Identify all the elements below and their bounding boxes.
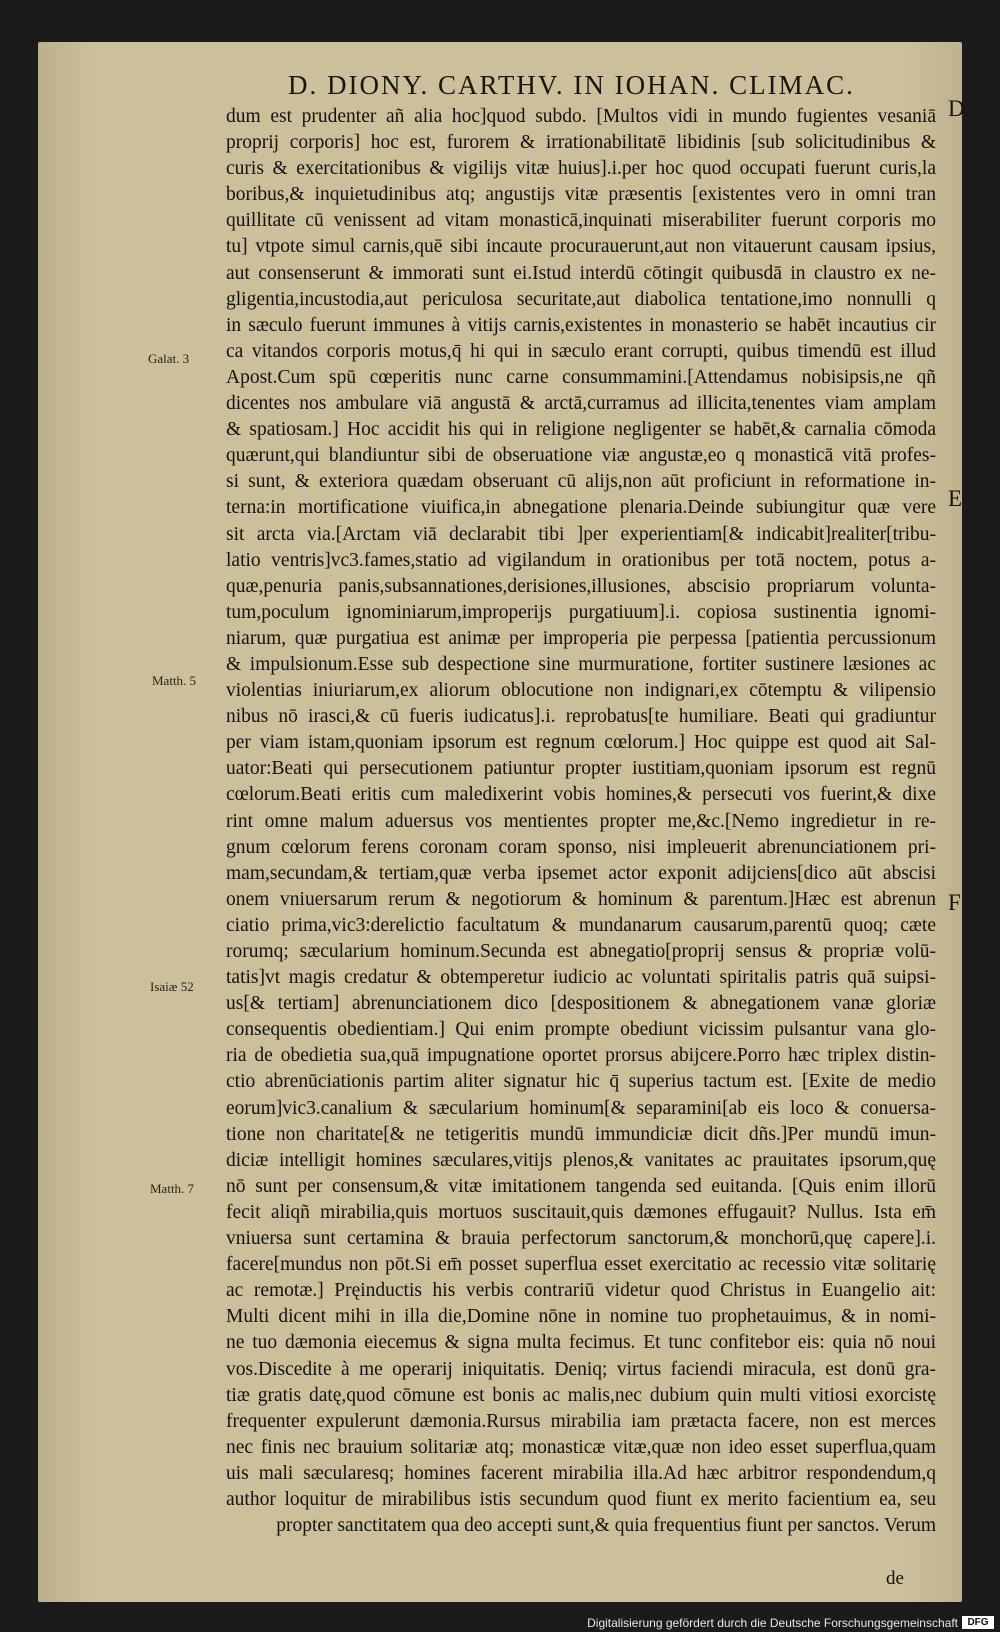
text-line: uis mali sæcularesq; homines facerent mirabilia illa.Ad hæc arbitror respondendum,q xyxy=(226,1462,936,1484)
running-title: D. DIONY. CARTHV. IN IOHAN. CLIMAC. xyxy=(288,70,855,100)
text-line: tione non charitate[& ne tetigeritis mundū immundiciæ dicit dñs.]Per mundū imun- xyxy=(226,1123,936,1145)
text-line: Multi dicent mihi in illa die,Domine nōne in nomine tuo prophetauimus, & in nomi- xyxy=(226,1306,936,1328)
text-line: uator:Beati qui persecutionem patiuntur propter iustitiam,quoniam ipsorum est regnū xyxy=(226,758,936,780)
margin-letter-d: D xyxy=(948,96,965,121)
text-line: dicentes nos ambulare viā angustā & arctā,curramus ad illicita,tenentes viam amplam xyxy=(226,393,936,415)
footer-bar xyxy=(0,1614,1000,1632)
text-line: ria de obedietia sua,quā impugnatione oportet prorsus abijcere.Porro hæc triplex distin- xyxy=(226,1045,936,1067)
text-line: ca vitandos corporis motus,q̄ hi qui in sæculo erant corrupti, quibus timendū est illud xyxy=(226,340,936,362)
text-line: tiæ gratis datę,quod cōmune est bonis ac malis,nec dubium quin multi vitiosi exorcistę xyxy=(226,1384,936,1406)
text-line: curis & exercitationibus & vigilijs vitæ huius].i.per hoc quod occupati fuerunt curis,la xyxy=(226,158,936,180)
text-line: nibus nō irasci,& cū fueris iudicatus].i. reprobatus[te humiliare. Beati qui gradiuntur xyxy=(226,706,936,728)
text-line: nec finis nec brauium solitariæ atq; monasticæ vitæ,quæ non ideo esset superflua,quam xyxy=(226,1436,936,1458)
margin-letter-f: F xyxy=(948,890,961,915)
text-line: niarum, quæ purgatiua est animæ per improperia pie perpessa [patientia percussionum xyxy=(226,627,936,649)
text-line: vniuersa sunt certamina & brauia perfectorum sanctorum,& monchorū,quę capere].i. xyxy=(226,1228,936,1250)
text-line: tu] vtpote simul carnis,quē sibi incaute procurauerunt,aut non vitauerunt causam ipsius, xyxy=(226,236,936,258)
text-line: mam,secundam,& tertiam,quæ verba ipsemet actor exponit adijciens[dico aūt abscisi xyxy=(226,862,936,884)
text-line: quæ,penuria panis,subsannationes,derisiones,illusiones, abscisio propriarum volunta- xyxy=(226,575,936,597)
text-line: latio ventris]vc3.fames,statio ad vigilandum in orationibus per totā noctem, potus a- xyxy=(226,549,936,571)
text-line: rint omne malum aduersus vos mentientes propter me,&c.[Nemo ingredietur in re- xyxy=(226,810,936,832)
text-line: nō sunt per consensum,& vitæ imitationem tangenda sed euitanda. [Quis enim illorū xyxy=(226,1175,936,1197)
text-line: terna:in mortificatione viuifica,in abnegatione plenaria.Deinde subiungitur quæ vere xyxy=(226,497,936,519)
text-line: fecit aliqñ mirabilia,quis mortuos suscitauit,quis dæmones effugauit? Nullus. Ista em̄ xyxy=(226,1201,936,1223)
book-page xyxy=(38,42,965,1602)
footer-credit: Digitalisierung gefördert durch die Deutsche Forschungsgemeinschaft xyxy=(587,1616,958,1630)
text-line: quærunt,qui blandiuntur sibi de obseruatione viæ angustæ,eo q monasticā vitā profes- xyxy=(226,445,936,467)
text-line: vos.Discedite à me operarij iniquitatis. Deniq; virtus faciendi miracula, est donū gra- xyxy=(226,1358,936,1380)
text-line: & impulsionum.Esse sub despectione sine murmuratione, fortiter sustinere læsiones ac xyxy=(226,653,936,675)
margin-note-matth7: Matth. 7 xyxy=(150,1181,195,1196)
text-line: eorum]vic3.canalium & sæcularium hominum[& separamini[ab eis loco & conuersa- xyxy=(226,1097,936,1119)
text-line: frequenter expulerunt dæmonia.Rursus mirabilia iam prætacta facere, non est merces xyxy=(226,1410,936,1432)
text-line: facere[mundus non pōt.Si em̄ posset superflua esset exercitatio ac recessio vitæ solitarię xyxy=(226,1254,936,1276)
text-line: author loquitur de mirabilibus istis secundum quod fiunt ex merito facientium ea, seu xyxy=(226,1488,936,1510)
text-line: proprij corporis] hoc est, furorem & irrationabilitatē libidinis [sub solicitudinibus & xyxy=(226,132,936,154)
text-line: diciæ intelligit homines sæculares,vitijs plenos,& vanitates ac prauitates ipsorum,quę xyxy=(226,1149,936,1171)
text-line: gligentia,incustodia,aut periculosa securitate,aut diabolica tentatione,imo nonnulli q xyxy=(226,288,936,310)
text-line: tatis]vt magis credatur & obtemperetur iudicio ac voluntati spiritalis patris quā suipsi- xyxy=(226,967,936,989)
text-line: sit arcta via.[Arctam viā declarabit tibi ]per experientiam[& indicabit]realiter[tribu- xyxy=(226,523,936,545)
text-line: Apost.Cum spū cœperitis nunc carne consummamini.[Attendamus nobisipsis,ne qñ xyxy=(226,366,936,388)
text-line: onem vniuersarum rerum & negotiorum & hominum & parentum.]Hæc est abrenun xyxy=(226,888,936,910)
margin-note-isaiae: Isaiæ 52 xyxy=(150,979,194,994)
text-line: ne tuo dæmonia eiecemus & signa multa fecimus. Et tunc confitebor eis: quia nō noui xyxy=(226,1332,936,1354)
text-line: violentias iniuriarum,ex aliorum oblocutione non indignari,ex cōtemptu & vilipensio xyxy=(226,680,936,702)
text-line: per viam istam,quoniam ipsorum est regnum cœlorum.] Hoc quippe est quod ait Sal- xyxy=(226,732,936,754)
text-line: in sæculo fuerunt immunes à vitijs carnis,existentes in monasterio se habēt incautius cir xyxy=(226,314,936,336)
text-line: & spatiosam.] Hoc accidit his qui in religione negligenter se habēt,& carnalia cōmoda xyxy=(226,419,936,441)
text-line: boribus,& inquietudinibus atq; angustijs vitæ præsentis [existentes vero in omni tran xyxy=(226,184,936,206)
text-line: ac remotæ.] Pręinductis his verbis contrariū videtur quod Christus in Euangelio ait: xyxy=(226,1280,936,1302)
text-line: cœlorum.Beati eritis cum maledixerint vobis homines,& persecuti vos fuerint,& dixe xyxy=(226,784,936,806)
text-line: gnum cœlorum ferens coronam coram sponso, nisi impleuerit abrenunciationem pri- xyxy=(226,836,936,858)
text-line: ciatio prima,vic3:derelictio facultatum & mundanarum causarum,parentū quoq; cæte xyxy=(226,914,936,936)
text-line: si sunt, & exteriora quædam obseruant cū alijs,non aūt proficiunt in reformatione in- xyxy=(226,471,936,493)
margin-letter-e: E xyxy=(948,486,963,511)
text-line: ctio abrenūciationis partim aliter signatur hic q̄ superius tactum est. [Exite de medio xyxy=(226,1071,936,1093)
text-line: dum est prudenter añ alia hoc]quod subdo. [Multos vidi in mundo fugientes vesaniā xyxy=(226,106,936,127)
text-line: aut consenserunt & immorati sunt ei.Istud interdū cōtingit quibusdā in claustro ex ne- xyxy=(226,262,936,284)
margin-note-matth5: Matth. 5 xyxy=(152,673,197,688)
text-line: quillitate cū venissent ad vitam monasticā,inquinati miserabiliter fuerunt corporis mo xyxy=(226,210,936,232)
text-line: tum,poculum ignominiarum,improperijs purgatiuum].i. copiosa sustinentia ignomi- xyxy=(226,601,936,623)
text-line: propter sanctitatem qua deo accepti sunt,& quia frequentius fiunt per sanctos. Verum xyxy=(276,1515,936,1537)
text-line: rorumq; sæcularium hominum.Secunda est abnegatio[proprij sensus & propriæ volū- xyxy=(226,941,936,962)
main-text-block xyxy=(226,104,936,1539)
dfg-logo-icon: DFG xyxy=(962,1616,994,1629)
text-line: us[& tertiam] abrenunciationem dico [despositionem & abnegationem vanæ gloriæ xyxy=(226,993,936,1015)
catchword: de xyxy=(886,1568,904,1589)
text-line: consequentis obedientiam.] Qui enim prompte obediunt vicissim pulsantur vana glo- xyxy=(226,1019,936,1041)
margin-note-galat: Galat. 3 xyxy=(148,351,190,366)
